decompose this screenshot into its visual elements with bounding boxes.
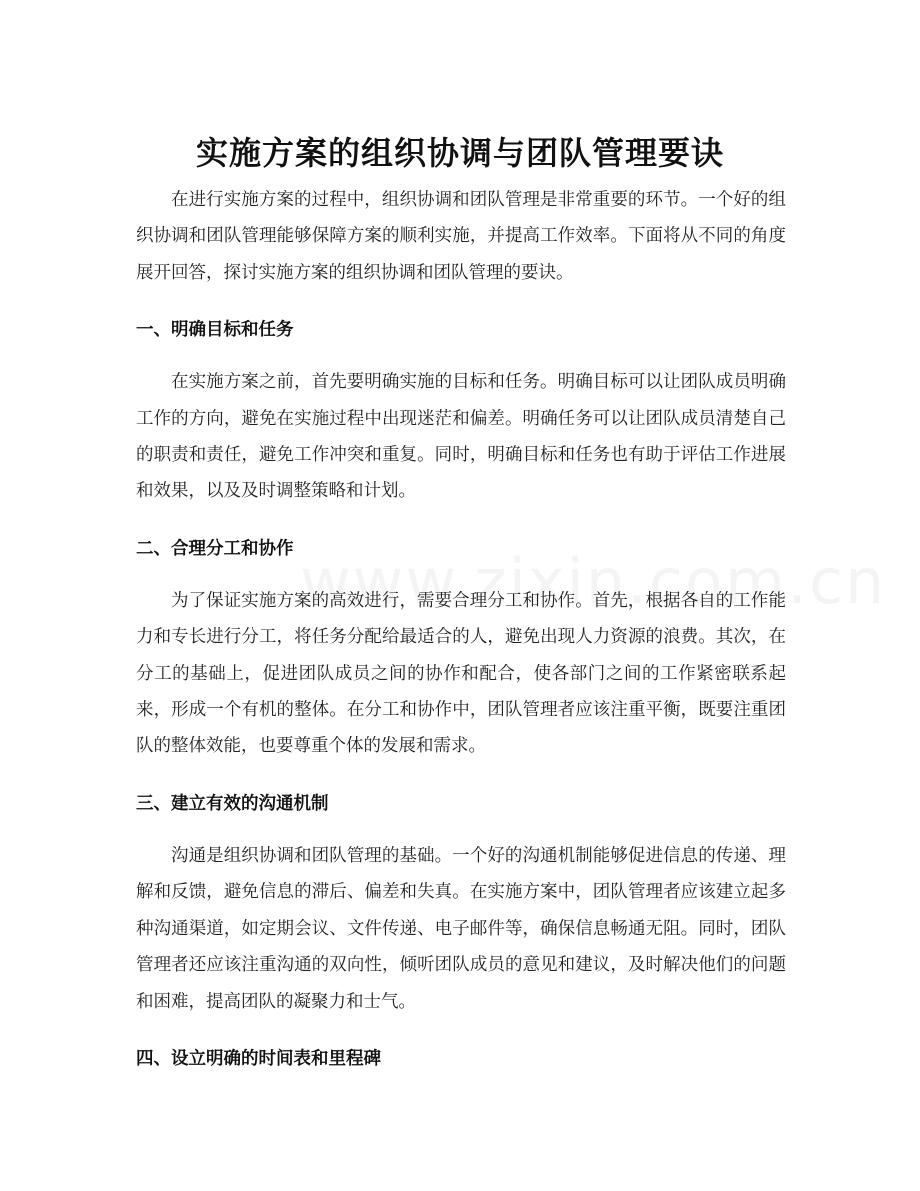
section-paragraph-3: 沟通是组织协调和团队管理的基础。一个好的沟通机制能够促进信息的传递、理解和反馈，避免信息的滞后、偏差和失真。在实施方案中，团队管理者应该建立起多种沟通渠道，如定期会议、文件传递、电子邮件等，确保信息畅通无阻。同时，团队管理者还应该注重沟通的双向性，倾听团队成员的意见和建议，及时解决他们的问题和困难，提高团队的凝聚力和士气。 [136,845,786,1012]
intro-paragraph: 在进行实施方案的过程中，组织协调和团队管理是非常重要的环节。一个好的组织协调和团队管理能够保障方案的顺利实施，并提高工作效率。下面将从不同的角度展开回答，探讨实施方案的组织协调和团队管理的要诀。 [136,190,786,283]
section-paragraph-2: 为了保证实施方案的高效进行，需要合理分工和协作。首先，根据各自的工作能力和专长进行分工，将任务分配给最适合的人，避免出现人力资源的浪费。其次，在分工的基础上，促进团队成员之间的协作和配合，使各部门之间的工作紧密联系起来，形成一个有机的整体。在分工和协作中，团队管理者应该注重平衡，既要注重团队的整体效能，也要尊重个体的发展和需求。 [136,590,786,757]
section-heading-1: 一、明确目标和任务 [136,320,294,341]
section-heading-2: 二、合理分工和协作 [136,538,294,559]
section-heading-3: 三、建立有效的沟通机制 [136,793,329,814]
page-title: 实施方案的组织协调与团队管理要诀 [195,134,724,173]
document-body [136,182,786,1077]
section-heading-4: 四、设立明确的时间表和里程碑 [136,1048,381,1069]
section-paragraph-1: 在实施方案之前，首先要明确实施的目标和任务。明确目标可以让团队成员明确工作的方向，避免在实施过程中出现迷茫和偏差。明确任务可以让团队成员清楚自己的职责和责任，避免工作冲突和重复。同时，明确目标和任务也有助于评估工作进展和效果，以及及时调整策略和计划。 [136,372,786,502]
